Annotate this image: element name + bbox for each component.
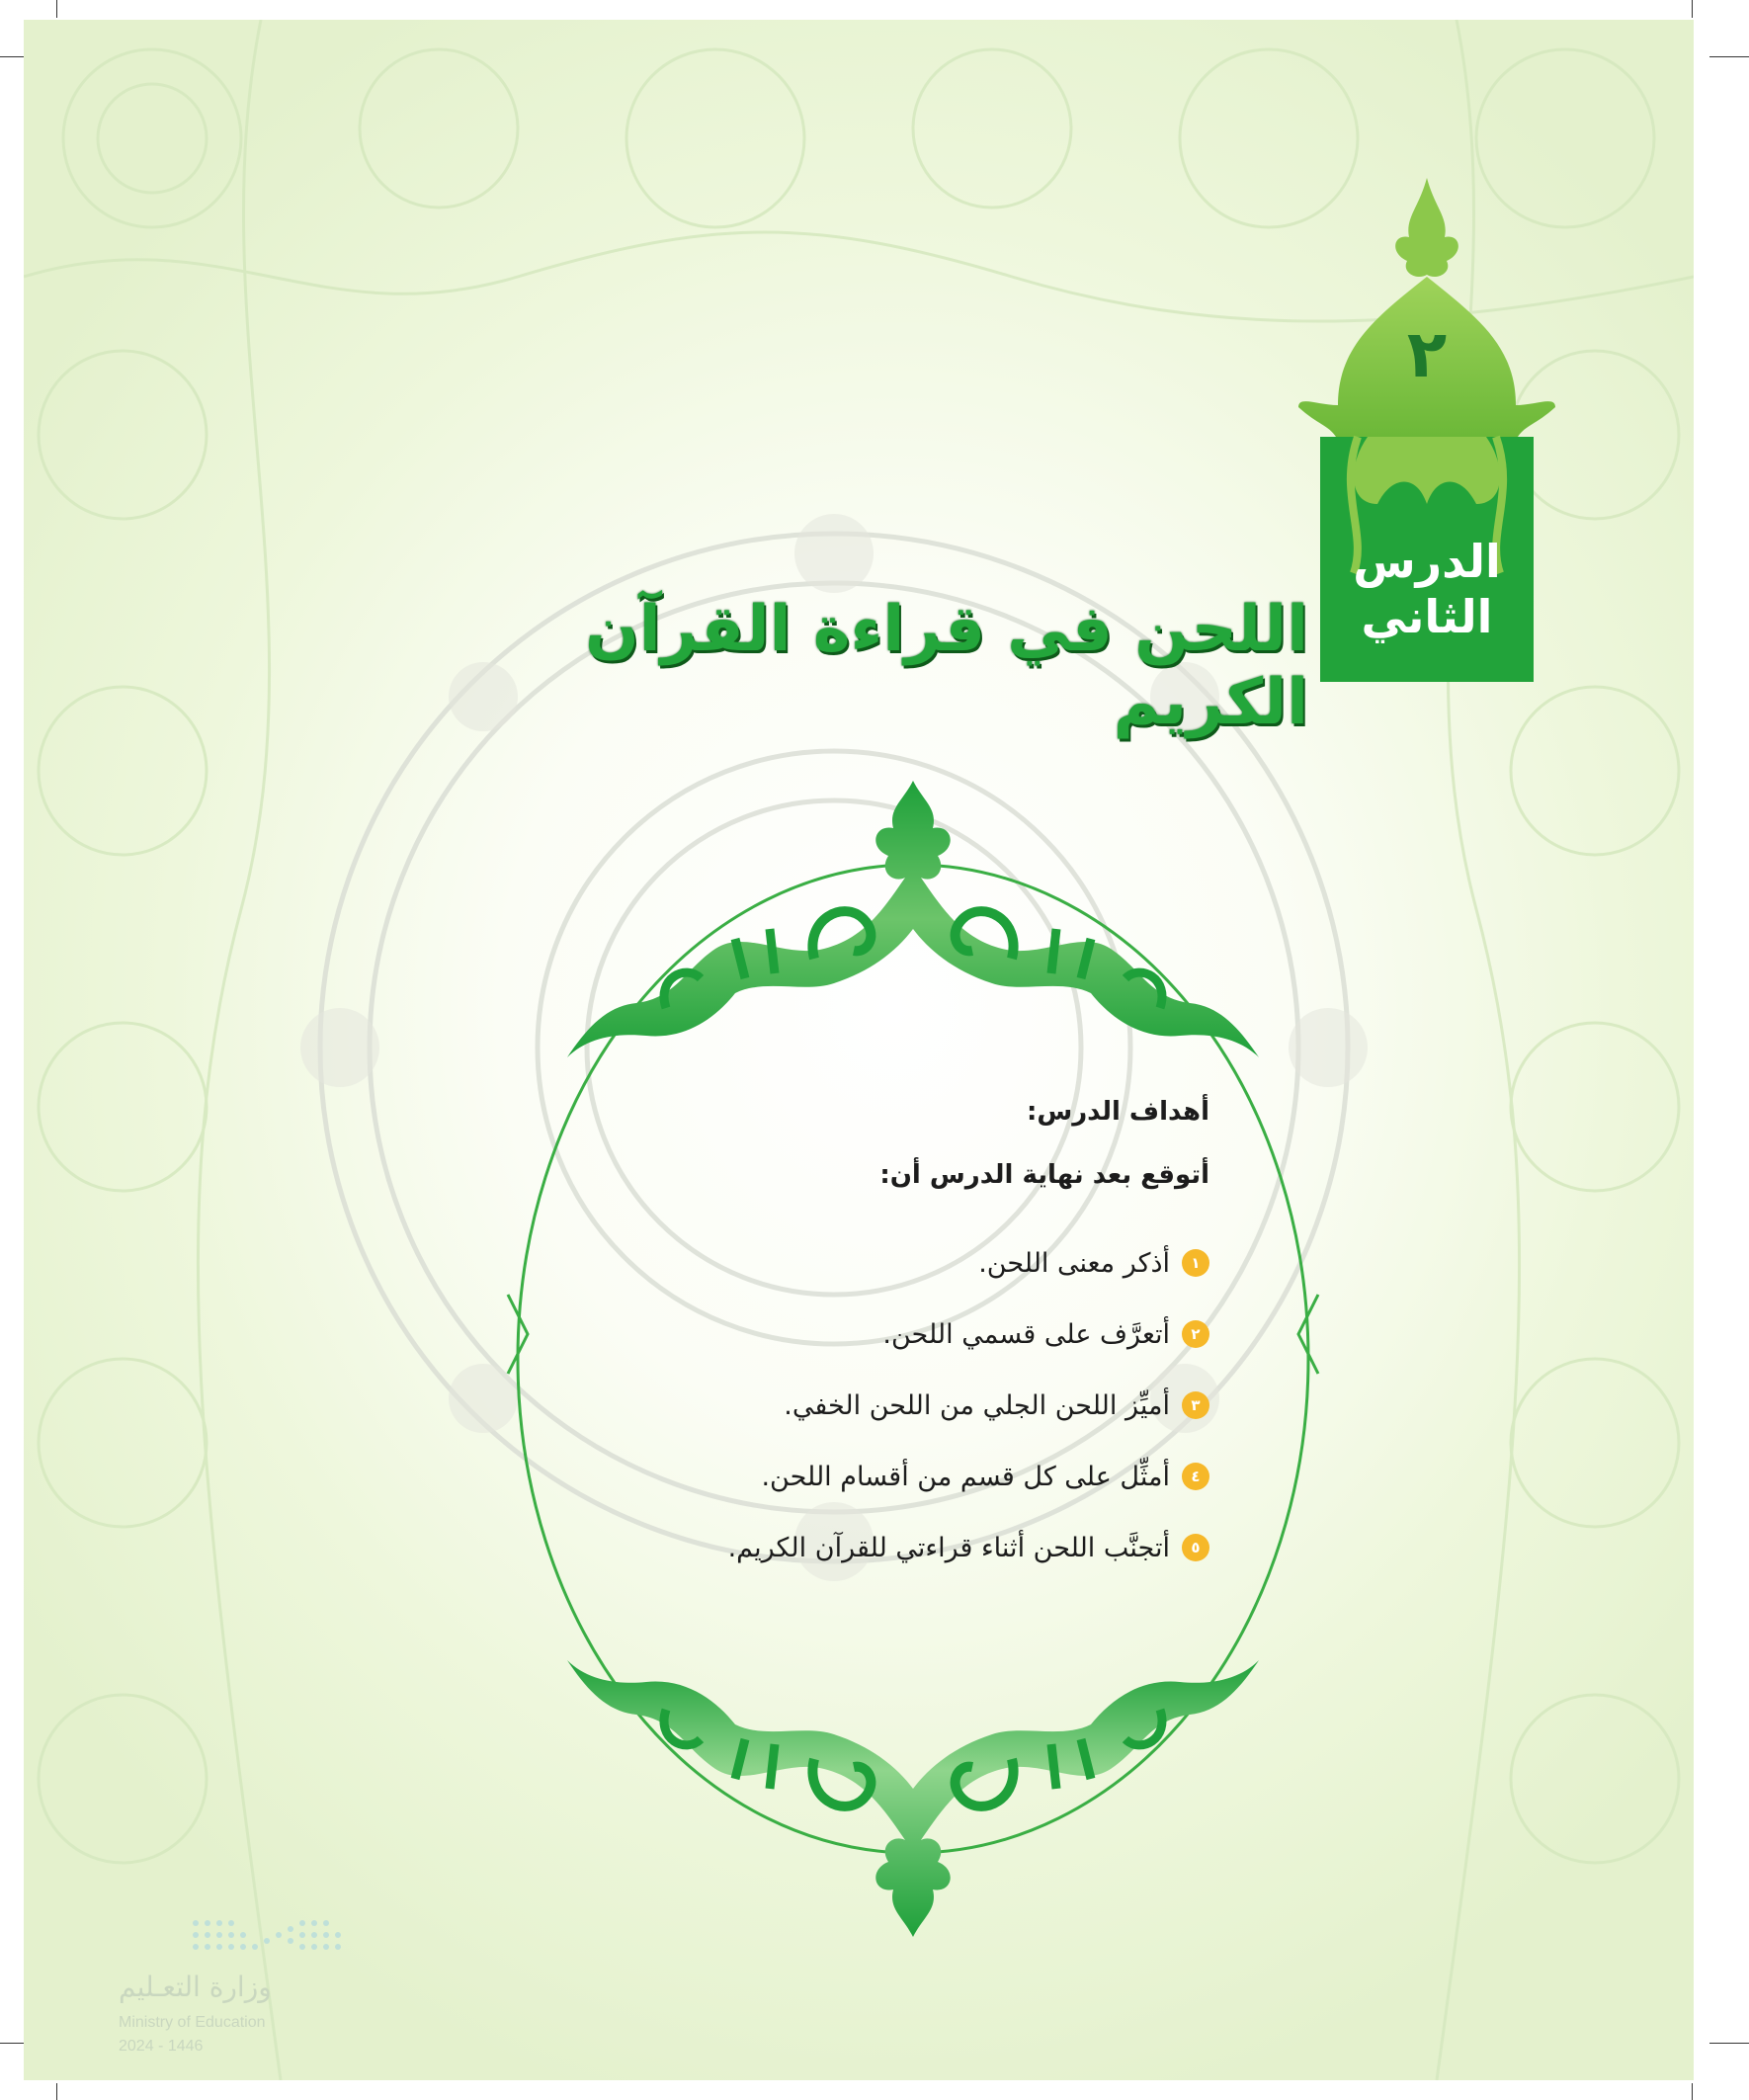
goal-number-badge: ٢ bbox=[1182, 1320, 1209, 1348]
goal-item bbox=[636, 1441, 1209, 1512]
goal-text: أمثِّل على كل قسم من أقسام اللحن. bbox=[761, 1461, 1170, 1492]
ministry-name-english: Ministry of Education bbox=[119, 2014, 266, 2031]
goal-text: أتجنَّب اللحن أثناء قراءتي للقرآن الكريم. bbox=[727, 1532, 1170, 1563]
page-sheet bbox=[24, 20, 1694, 2080]
ministry-logo bbox=[119, 1915, 356, 2073]
lesson-title: اللحن في قراءة القرآن الكريم bbox=[585, 593, 1308, 739]
crop-mark bbox=[1709, 56, 1749, 57]
goal-number-badge: ٣ bbox=[1182, 1391, 1209, 1419]
ministry-logo-dots bbox=[188, 1915, 346, 1965]
crop-mark bbox=[56, 2083, 57, 2100]
crop-mark bbox=[1709, 2043, 1749, 2044]
goal-text: أذكر معنى اللحن. bbox=[978, 1247, 1170, 1279]
lesson-label-line1: الدرس bbox=[1353, 535, 1501, 588]
ministry-name-arabic: وزارة التعـليم bbox=[119, 1971, 272, 2003]
goals-heading: أهداف الدرس: bbox=[1026, 1097, 1209, 1127]
lesson-goals bbox=[636, 1097, 1209, 1583]
crop-mark bbox=[1692, 0, 1693, 18]
edition-year: 2024 - 1446 bbox=[119, 2038, 204, 2055]
goal-text: أميِّز اللحن الجلي من اللحن الخفي. bbox=[784, 1389, 1170, 1421]
goal-item bbox=[636, 1512, 1209, 1583]
goal-item bbox=[636, 1299, 1209, 1370]
crop-mark bbox=[1692, 2083, 1693, 2100]
goals-intro: أتوقع بعد نهاية الدرس أن: bbox=[879, 1160, 1209, 1190]
goal-number-badge: ٥ bbox=[1182, 1534, 1209, 1561]
goal-number-badge: ١ bbox=[1182, 1249, 1209, 1277]
goal-item bbox=[636, 1227, 1209, 1299]
goals-list bbox=[636, 1227, 1209, 1583]
lesson-number: ٢ bbox=[1406, 316, 1448, 392]
lesson-label-line2: الثاني bbox=[1361, 590, 1493, 643]
goal-item bbox=[636, 1370, 1209, 1441]
crop-mark bbox=[56, 0, 57, 18]
goal-number-badge: ٤ bbox=[1182, 1463, 1209, 1490]
lesson-label bbox=[1338, 534, 1516, 644]
goal-text: أتعرَّف على قسمي اللحن. bbox=[882, 1318, 1170, 1350]
lesson-badge bbox=[1298, 178, 1555, 682]
